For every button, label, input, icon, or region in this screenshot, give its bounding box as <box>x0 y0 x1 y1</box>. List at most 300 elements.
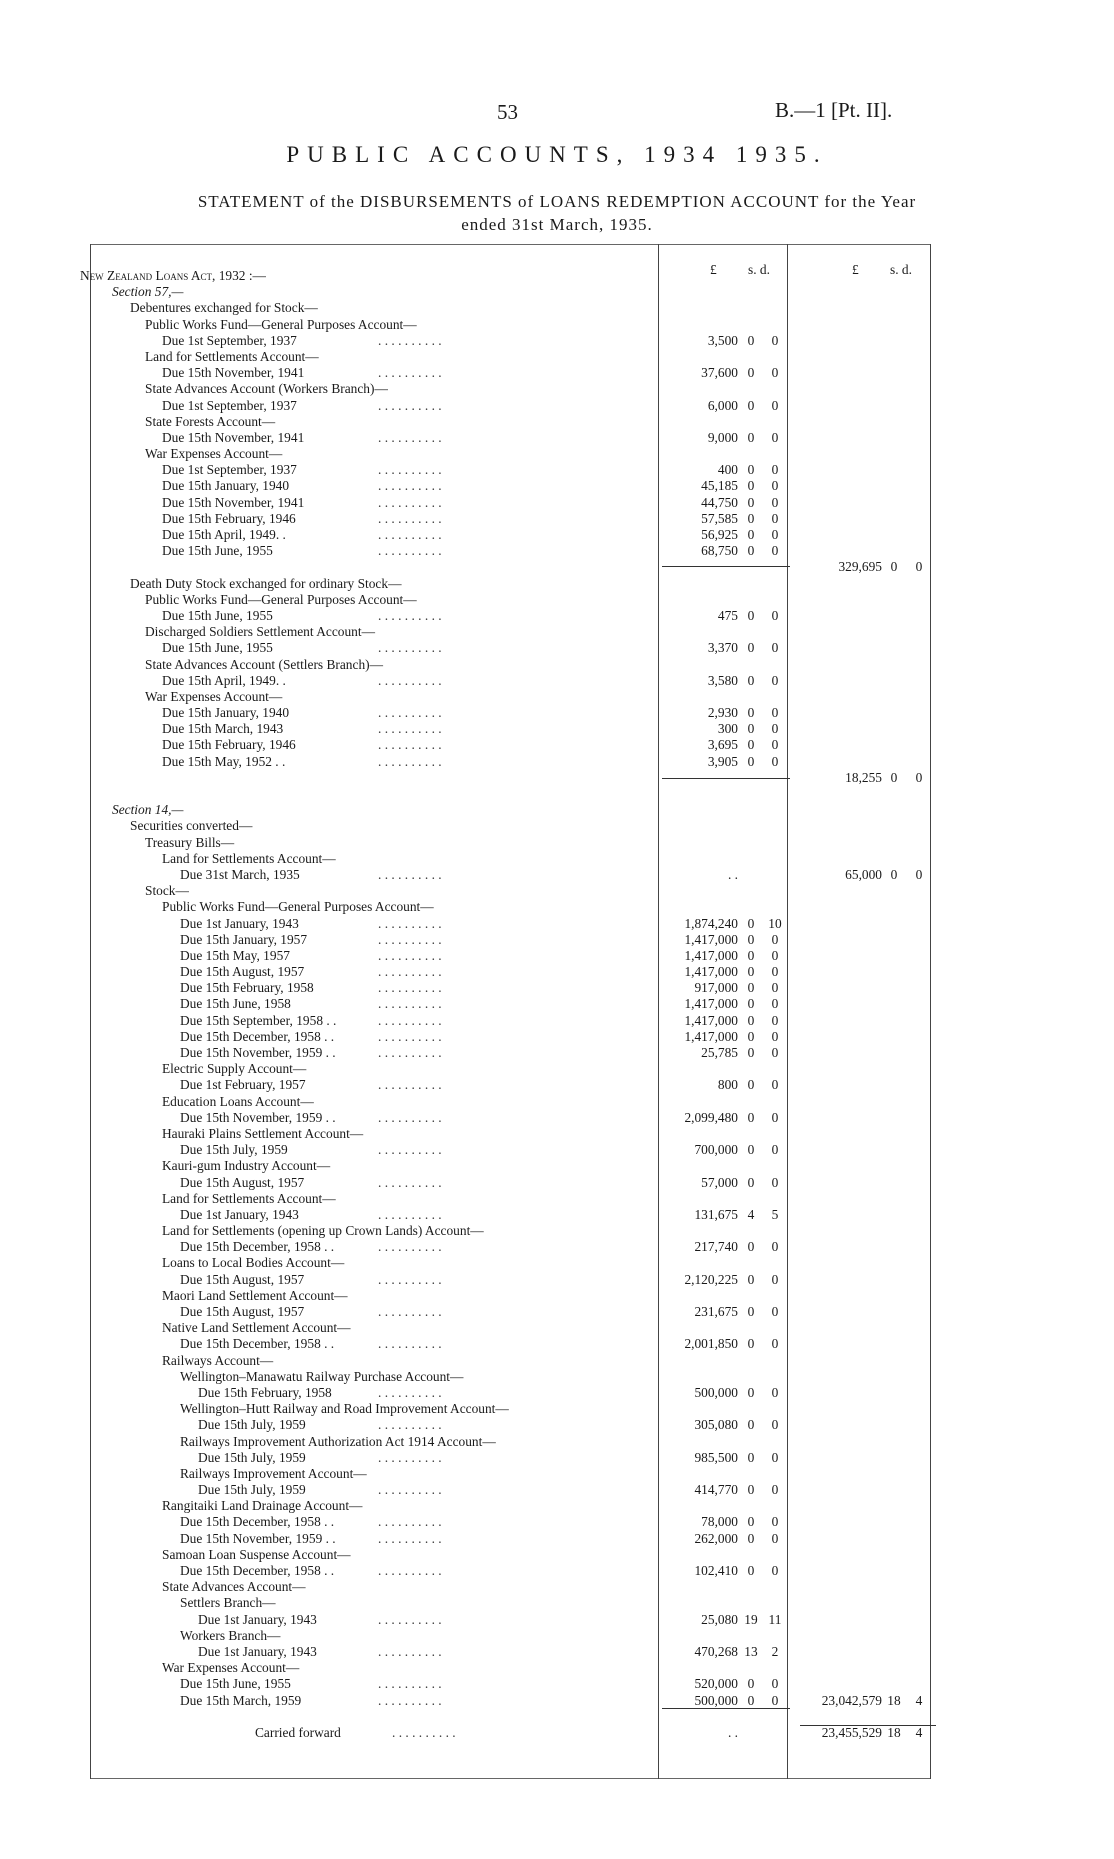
row-label: Death Duty Stock exchanged for ordinary Stock— <box>130 575 402 591</box>
leader-dots: . . . . . . . . . . <box>378 1676 442 1692</box>
amount-shillings: 0 <box>747 1239 755 1255</box>
row-label: Railways Account— <box>162 1352 274 1368</box>
amount-pounds: 44,750 <box>701 494 738 510</box>
row-label: Due 15th November, 1941 <box>162 494 305 510</box>
leader-dots: . . . . . . . . . . <box>378 1563 442 1578</box>
column-head-sd-2: s. d. <box>890 262 912 277</box>
row-label: Due 1st January, 1943 <box>180 915 299 931</box>
row-label: Due 15th July, 1959 <box>180 1142 288 1158</box>
leader-dots: . . . . . . . . . . <box>378 753 442 769</box>
amount-pence: 0 <box>771 1028 779 1044</box>
table-row <box>0 1239 1114 1255</box>
table-row <box>0 1029 1114 1045</box>
row-label: Securities converted— <box>130 818 253 834</box>
table-row <box>0 1077 1114 1093</box>
row-label: Due 1st September, 1937 <box>162 397 297 413</box>
page-number: 53 <box>497 100 518 124</box>
table-row <box>0 802 1114 818</box>
leader-dots: . . . . . . . . . . <box>378 1206 442 1222</box>
amount-pence: 5 <box>771 1206 779 1222</box>
amount-pence: 0 <box>771 721 779 737</box>
row-label: Wellington–Hutt Railway and Road Improvement Account— <box>180 1401 509 1417</box>
table-row <box>0 899 1114 915</box>
amount-pounds: 2,001,850 <box>684 1336 738 1352</box>
amount-pence: 0 <box>771 1271 779 1287</box>
column-head-pound-1: £ <box>710 262 717 277</box>
amount-pence: 0 <box>771 1142 779 1158</box>
table-row <box>0 1725 1114 1741</box>
amount-shillings: 0 <box>747 964 755 980</box>
row-label: Due 15th July, 1959 <box>198 1449 306 1465</box>
amount-pounds: 37,600 <box>701 365 738 381</box>
amount-pounds: 2,099,480 <box>684 1109 738 1125</box>
amount-pounds: 45,185 <box>701 478 738 494</box>
row-label: Due 1st January, 1943 <box>198 1643 317 1659</box>
amount-pounds: 1,417,000 <box>684 931 738 947</box>
amount-shillings: 0 <box>747 1271 755 1287</box>
amount-pounds: 414,770 <box>694 1482 738 1498</box>
row-label: Due 1st January, 1943 <box>180 1206 299 1222</box>
amount-pence: 11 <box>768 1611 782 1627</box>
amount-pence: 0 <box>771 996 779 1012</box>
table-row <box>0 1401 1114 1417</box>
amount-pounds: 520,000 <box>694 1676 738 1692</box>
amount-pence: 0 <box>771 1174 779 1190</box>
row-label: Due 15th December, 1958 . . <box>180 1514 335 1530</box>
leader-dots: . . . . . . . . . . <box>378 365 442 381</box>
amount-pence: 0 <box>771 672 779 688</box>
table-row <box>0 1644 1114 1660</box>
table-row <box>0 1013 1114 1029</box>
leader-dots: . . . . . . . . . . <box>378 1417 442 1433</box>
table-row <box>0 705 1114 721</box>
row-label: Due 15th August, 1957 <box>180 1271 305 1287</box>
statement-subtitle-line2: ended 31st March, 1935. <box>461 215 653 234</box>
amount-pence: 0 <box>771 1336 779 1352</box>
row-label: Due 15th March, 1959 <box>180 1692 302 1708</box>
amount-shillings: 0 <box>747 737 755 753</box>
amount-shillings: 19 <box>744 1611 758 1627</box>
row-label: Land for Settlements Account— <box>162 850 336 866</box>
leader-dots: . . . . . . . . . . <box>378 543 442 559</box>
table-row <box>0 1466 1114 1482</box>
amount-pence: 10 <box>768 915 782 931</box>
row-label: Due 15th August, 1957 <box>180 964 305 980</box>
row-label: Due 15th June, 1955 <box>162 607 273 623</box>
row-label: Land for Settlements Account— <box>162 1190 336 1206</box>
leader-dots: . . . . . . . . . . <box>378 478 442 494</box>
row-label: Due 15th December, 1958 . . <box>180 1239 335 1255</box>
table-row <box>0 317 1114 333</box>
table-row <box>0 1126 1114 1142</box>
total-pounds: 65,000 <box>845 866 882 882</box>
amount-shillings: 0 <box>747 672 755 688</box>
leader-dots: . . . . . . . . . . <box>378 429 442 445</box>
table-row <box>0 1061 1114 1077</box>
amount-shillings: 0 <box>747 1045 755 1060</box>
total-shillings: 18 <box>887 1724 901 1740</box>
amount-pence: 0 <box>771 964 779 980</box>
amount-pounds: 9,000 <box>707 429 738 445</box>
table-row <box>0 1223 1114 1239</box>
leader-dots: . . . . . . . . . . <box>378 1271 442 1287</box>
row-label: Due 15th July, 1959 <box>198 1417 306 1433</box>
row-label: State Advances Account— <box>162 1579 306 1595</box>
amount-pence: 0 <box>771 1692 779 1708</box>
table-row <box>0 657 1114 673</box>
leader-dots: . . . . . . . . . . <box>378 721 442 737</box>
amount-pounds: 400 <box>717 462 738 478</box>
amount-shillings: 4 <box>747 1206 755 1222</box>
table-row <box>0 754 1114 770</box>
disbursement-rows <box>0 268 1114 1741</box>
amount-pounds: 2,120,225 <box>684 1271 738 1287</box>
amount-pence: 0 <box>771 1482 779 1498</box>
leader-dots: . . . . . . . . . . <box>378 1304 442 1319</box>
row-label: Native Land Settlement Account— <box>162 1320 351 1336</box>
row-label: Due 15th December, 1958 . . <box>180 1336 335 1352</box>
amount-pounds: 6,000 <box>707 397 738 413</box>
amount-pence: 0 <box>771 397 779 413</box>
amount-pence: 0 <box>771 1109 779 1125</box>
amount-pounds: 78,000 <box>701 1514 738 1530</box>
row-label: Due 15th June, 1955 <box>162 543 273 559</box>
table-row <box>0 1612 1114 1628</box>
amount-pounds: . . <box>727 1724 738 1740</box>
table-row <box>0 689 1114 705</box>
table-row <box>0 721 1114 737</box>
row-label: Education Loans Account— <box>162 1093 314 1109</box>
amount-shillings: 0 <box>747 543 755 559</box>
amount-shillings: 0 <box>747 1304 755 1319</box>
leader-dots: . . . . . . . . . . <box>378 1142 442 1158</box>
amount-pounds: 25,785 <box>701 1045 738 1060</box>
table-row <box>0 1563 1114 1579</box>
amount-pence: 0 <box>771 1417 779 1433</box>
page-title: PUBLIC ACCOUNTS, 1934 1935. <box>286 142 828 167</box>
leader-dots: . . . . . . . . . . <box>378 672 442 688</box>
leader-dots: . . . . . . . . . . <box>378 1482 442 1498</box>
amount-pounds: 800 <box>717 1077 738 1093</box>
amount-pounds: 3,905 <box>707 753 738 769</box>
row-label: Due 1st September, 1937 <box>162 462 297 478</box>
amount-shillings: 0 <box>747 1174 755 1190</box>
row-label: Due 15th May, 1957 <box>180 947 290 963</box>
row-label: Due 15th August, 1957 <box>180 1174 305 1190</box>
table-row <box>0 1628 1114 1644</box>
leader-dots: . . . . . . . . . . <box>378 640 442 656</box>
row-label: War Expenses Account— <box>162 1660 300 1676</box>
amount-shillings: 0 <box>747 1449 755 1465</box>
amount-shillings: 0 <box>747 1336 755 1352</box>
amount-pence: 0 <box>771 1012 779 1028</box>
amount-pounds: 1,417,000 <box>684 964 738 980</box>
row-label: Due 1st January, 1943 <box>198 1611 317 1627</box>
leader-dots: . . . . . . . . . . <box>378 980 442 996</box>
leader-dots: . . . . . . . . . . <box>378 947 442 963</box>
amount-pounds: 102,410 <box>694 1563 738 1578</box>
table-row <box>0 1417 1114 1433</box>
table-row <box>0 1369 1114 1385</box>
row-label: War Expenses Account— <box>145 446 283 462</box>
amount-pounds: 470,268 <box>694 1643 738 1659</box>
row-label: Due 15th January, 1957 <box>180 931 308 947</box>
table-row <box>0 964 1114 980</box>
row-label: Workers Branch— <box>180 1627 281 1643</box>
table-row <box>0 1336 1114 1352</box>
amount-shillings: 0 <box>747 1482 755 1498</box>
row-label: Stock— <box>145 883 189 899</box>
amount-pence: 0 <box>771 607 779 623</box>
row-label: Wellington–Manawatu Railway Purchase Account— <box>180 1368 464 1384</box>
total-pounds: 23,042,579 <box>821 1692 882 1708</box>
amount-pounds: 131,675 <box>694 1206 738 1222</box>
table-row <box>0 1498 1114 1514</box>
amount-pence: 0 <box>771 753 779 769</box>
leader-dots: . . . . . . . . . . <box>378 705 442 721</box>
row-label: Due 15th November, 1959 . . <box>180 1045 336 1060</box>
document-reference: B.—1 [Pt. II]. <box>775 98 893 122</box>
amount-pounds: 3,370 <box>707 640 738 656</box>
table-row <box>0 284 1114 300</box>
total-shillings: 0 <box>890 769 898 785</box>
row-label: Due 15th April, 1949. . <box>162 672 286 688</box>
row-label: Kauri-gum Industry Account— <box>162 1158 331 1174</box>
row-label: State Forests Account— <box>145 413 276 429</box>
table-row <box>0 349 1114 365</box>
row-label: Due 31st March, 1935 <box>180 866 300 882</box>
table-row <box>0 1158 1114 1174</box>
row-label: Rangitaiki Land Drainage Account— <box>162 1498 363 1514</box>
total-shillings: 0 <box>890 866 898 882</box>
table-row <box>0 1676 1114 1692</box>
leader-dots: . . . . . . . . . . <box>378 1045 442 1060</box>
row-label: Due 15th February, 1946 <box>162 510 296 526</box>
table-row <box>0 495 1114 511</box>
amount-shillings: 0 <box>747 980 755 996</box>
amount-pounds: 3,580 <box>707 672 738 688</box>
amount-pence: 0 <box>771 1514 779 1530</box>
row-label: Due 15th December, 1958 . . <box>180 1028 335 1044</box>
table-row <box>0 673 1114 689</box>
table-row <box>0 511 1114 527</box>
row-label: Due 15th February, 1958 <box>198 1384 332 1400</box>
amount-pence: 0 <box>771 947 779 963</box>
amount-shillings: 0 <box>747 1142 755 1158</box>
amount-pounds: 300 <box>717 721 738 737</box>
row-label: Debentures exchanged for Stock— <box>130 300 318 316</box>
row-label: Land for Settlements (opening up Crown Lands) Account— <box>162 1223 484 1239</box>
table-row <box>0 1110 1114 1126</box>
table-row <box>0 1514 1114 1530</box>
row-label: Public Works Fund—General Purposes Account— <box>145 316 417 332</box>
table-row <box>0 737 1114 753</box>
leader-dots: . . . . . . . . . . <box>378 996 442 1012</box>
table-row <box>0 883 1114 899</box>
table-row <box>0 1191 1114 1207</box>
row-label: Due 1st September, 1937 <box>162 332 297 348</box>
table-row <box>0 1320 1114 1336</box>
row-label: Due 15th November, 1941 <box>162 365 305 381</box>
leader-dots: . . . . . . . . . . <box>378 1174 442 1190</box>
amount-pence: 0 <box>771 332 779 348</box>
amount-pence: 0 <box>771 510 779 526</box>
amount-shillings: 0 <box>747 462 755 478</box>
table-row <box>0 1207 1114 1223</box>
column-head-sd-1: s. d. <box>748 262 770 277</box>
table-row <box>0 1531 1114 1547</box>
amount-pounds: 56,925 <box>701 527 738 542</box>
row-label: Due 15th December, 1958 . . <box>180 1563 335 1578</box>
table-row <box>0 398 1114 414</box>
amount-pounds: 700,000 <box>694 1142 738 1158</box>
amount-pounds: . . <box>727 866 738 882</box>
leader-dots: . . . . . . . . . . <box>378 1611 442 1627</box>
amount-shillings: 0 <box>747 1028 755 1044</box>
table-row <box>0 268 1114 284</box>
row-label: Due 15th February, 1958 <box>180 980 314 996</box>
total-pence: 0 <box>915 866 923 882</box>
leader-dots: . . . . . . . . . . <box>378 866 442 882</box>
amount-pounds: 917,000 <box>694 980 738 996</box>
amount-pence: 0 <box>771 494 779 510</box>
table-row <box>0 446 1114 462</box>
leader-dots: . . . . . . . . . . <box>378 1336 442 1352</box>
amount-shillings: 0 <box>747 332 755 348</box>
leader-dots: . . . . . . . . . . <box>378 1077 442 1093</box>
table-row <box>0 916 1114 932</box>
table-row <box>0 1595 1114 1611</box>
leader-dots: . . . . . . . . . . <box>378 397 442 413</box>
amount-pounds: 985,500 <box>694 1449 738 1465</box>
row-label: Due 15th November, 1959 . . <box>180 1530 336 1546</box>
table-row <box>0 948 1114 964</box>
amount-pence: 0 <box>771 931 779 947</box>
leader-dots: . . . . . . . . . . <box>378 607 442 623</box>
table-row <box>0 1450 1114 1466</box>
table-row <box>0 818 1114 834</box>
leader-dots: . . . . . . . . . . <box>378 1530 442 1546</box>
row-label: Hauraki Plains Settlement Account— <box>162 1125 364 1141</box>
row-label: War Expenses Account— <box>145 688 283 704</box>
amount-pence: 0 <box>771 1449 779 1465</box>
leader-dots: . . . . . . . . . . <box>378 332 442 348</box>
table-row <box>0 980 1114 996</box>
amount-pounds: 68,750 <box>701 543 738 559</box>
leader-dots: . . . . . . . . . . <box>392 1724 456 1740</box>
amount-shillings: 0 <box>747 1692 755 1708</box>
amount-pounds: 3,695 <box>707 737 738 753</box>
row-label: Section 14,— <box>112 802 184 818</box>
amount-pounds: 305,080 <box>694 1417 738 1433</box>
table-row <box>0 1094 1114 1110</box>
table-row <box>0 835 1114 851</box>
table-row <box>0 851 1114 867</box>
amount-pounds: 217,740 <box>694 1239 738 1255</box>
amount-pounds: 1,417,000 <box>684 1028 738 1044</box>
amount-pounds: 500,000 <box>694 1692 738 1708</box>
row-label: Land for Settlements Account— <box>145 348 319 364</box>
leader-dots: . . . . . . . . . . <box>378 737 442 753</box>
row-label: Loans to Local Bodies Account— <box>162 1255 345 1271</box>
total-pounds: 23,455,529 <box>821 1724 882 1740</box>
total-shillings: 18 <box>887 1692 901 1708</box>
amount-pence: 0 <box>771 1676 779 1692</box>
amount-shillings: 0 <box>747 1514 755 1530</box>
table-row <box>0 770 1114 786</box>
leader-dots: . . . . . . . . . . <box>378 1514 442 1530</box>
amount-pounds: 475 <box>717 607 738 623</box>
amount-shillings: 0 <box>747 1563 755 1578</box>
table-row <box>0 333 1114 349</box>
row-label: Due 15th June, 1955 <box>162 640 273 656</box>
leader-dots: . . . . . . . . . . <box>378 1239 442 1255</box>
amount-shillings: 0 <box>747 721 755 737</box>
row-label: Treasury Bills— <box>145 834 235 850</box>
row-label: Due 15th June, 1958 <box>180 996 291 1012</box>
leader-dots: . . . . . . . . . . <box>378 510 442 526</box>
amount-shillings: 0 <box>747 947 755 963</box>
table-row <box>0 640 1114 656</box>
row-label: Settlers Branch— <box>180 1595 276 1611</box>
table-row <box>0 1709 1114 1725</box>
table-row <box>0 430 1114 446</box>
table-row <box>0 932 1114 948</box>
leader-dots: . . . . . . . . . . <box>378 527 442 542</box>
row-label: Electric Supply Account— <box>162 1061 307 1077</box>
table-row <box>0 365 1114 381</box>
leader-dots: . . . . . . . . . . <box>378 1449 442 1465</box>
amount-shillings: 0 <box>747 478 755 494</box>
amount-shillings: 0 <box>747 753 755 769</box>
amount-shillings: 0 <box>747 1384 755 1400</box>
table-row <box>0 1482 1114 1498</box>
amount-shillings: 0 <box>747 1077 755 1093</box>
amount-pounds: 1,417,000 <box>684 947 738 963</box>
row-label: Due 15th February, 1946 <box>162 737 296 753</box>
table-row <box>0 1255 1114 1271</box>
row-label: Maori Land Settlement Account— <box>162 1287 348 1303</box>
column-head-pound-2: £ <box>852 262 859 277</box>
amount-pence: 0 <box>771 1077 779 1093</box>
row-label: Due 15th November, 1941 <box>162 429 305 445</box>
table-row <box>0 1434 1114 1450</box>
table-row <box>0 786 1114 802</box>
amount-pence: 0 <box>771 429 779 445</box>
row-label: Due 15th January, 1940 <box>162 705 290 721</box>
table-row <box>0 867 1114 883</box>
table-row <box>0 527 1114 543</box>
row-label: Due 15th January, 1940 <box>162 478 290 494</box>
amount-shillings: 0 <box>747 931 755 947</box>
total-pence: 0 <box>915 559 923 575</box>
row-label: Public Works Fund—General Purposes Account— <box>145 591 417 607</box>
total-pounds: 329,695 <box>838 559 882 575</box>
amount-shillings: 0 <box>747 1109 755 1125</box>
row-label: Due 15th April, 1949. . <box>162 527 286 542</box>
amount-shillings: 0 <box>747 510 755 526</box>
amount-pounds: 500,000 <box>694 1384 738 1400</box>
amount-pounds: 1,417,000 <box>684 996 738 1012</box>
row-label: Due 15th July, 1959 <box>198 1482 306 1498</box>
row-label: Due 15th March, 1943 <box>162 721 284 737</box>
amount-pounds: 25,080 <box>701 1611 738 1627</box>
amount-pence: 0 <box>771 1384 779 1400</box>
table-row <box>0 1175 1114 1191</box>
amount-pence: 0 <box>771 1563 779 1578</box>
row-label: Public Works Fund—General Purposes Account— <box>162 899 434 915</box>
amount-shillings: 13 <box>744 1643 758 1659</box>
